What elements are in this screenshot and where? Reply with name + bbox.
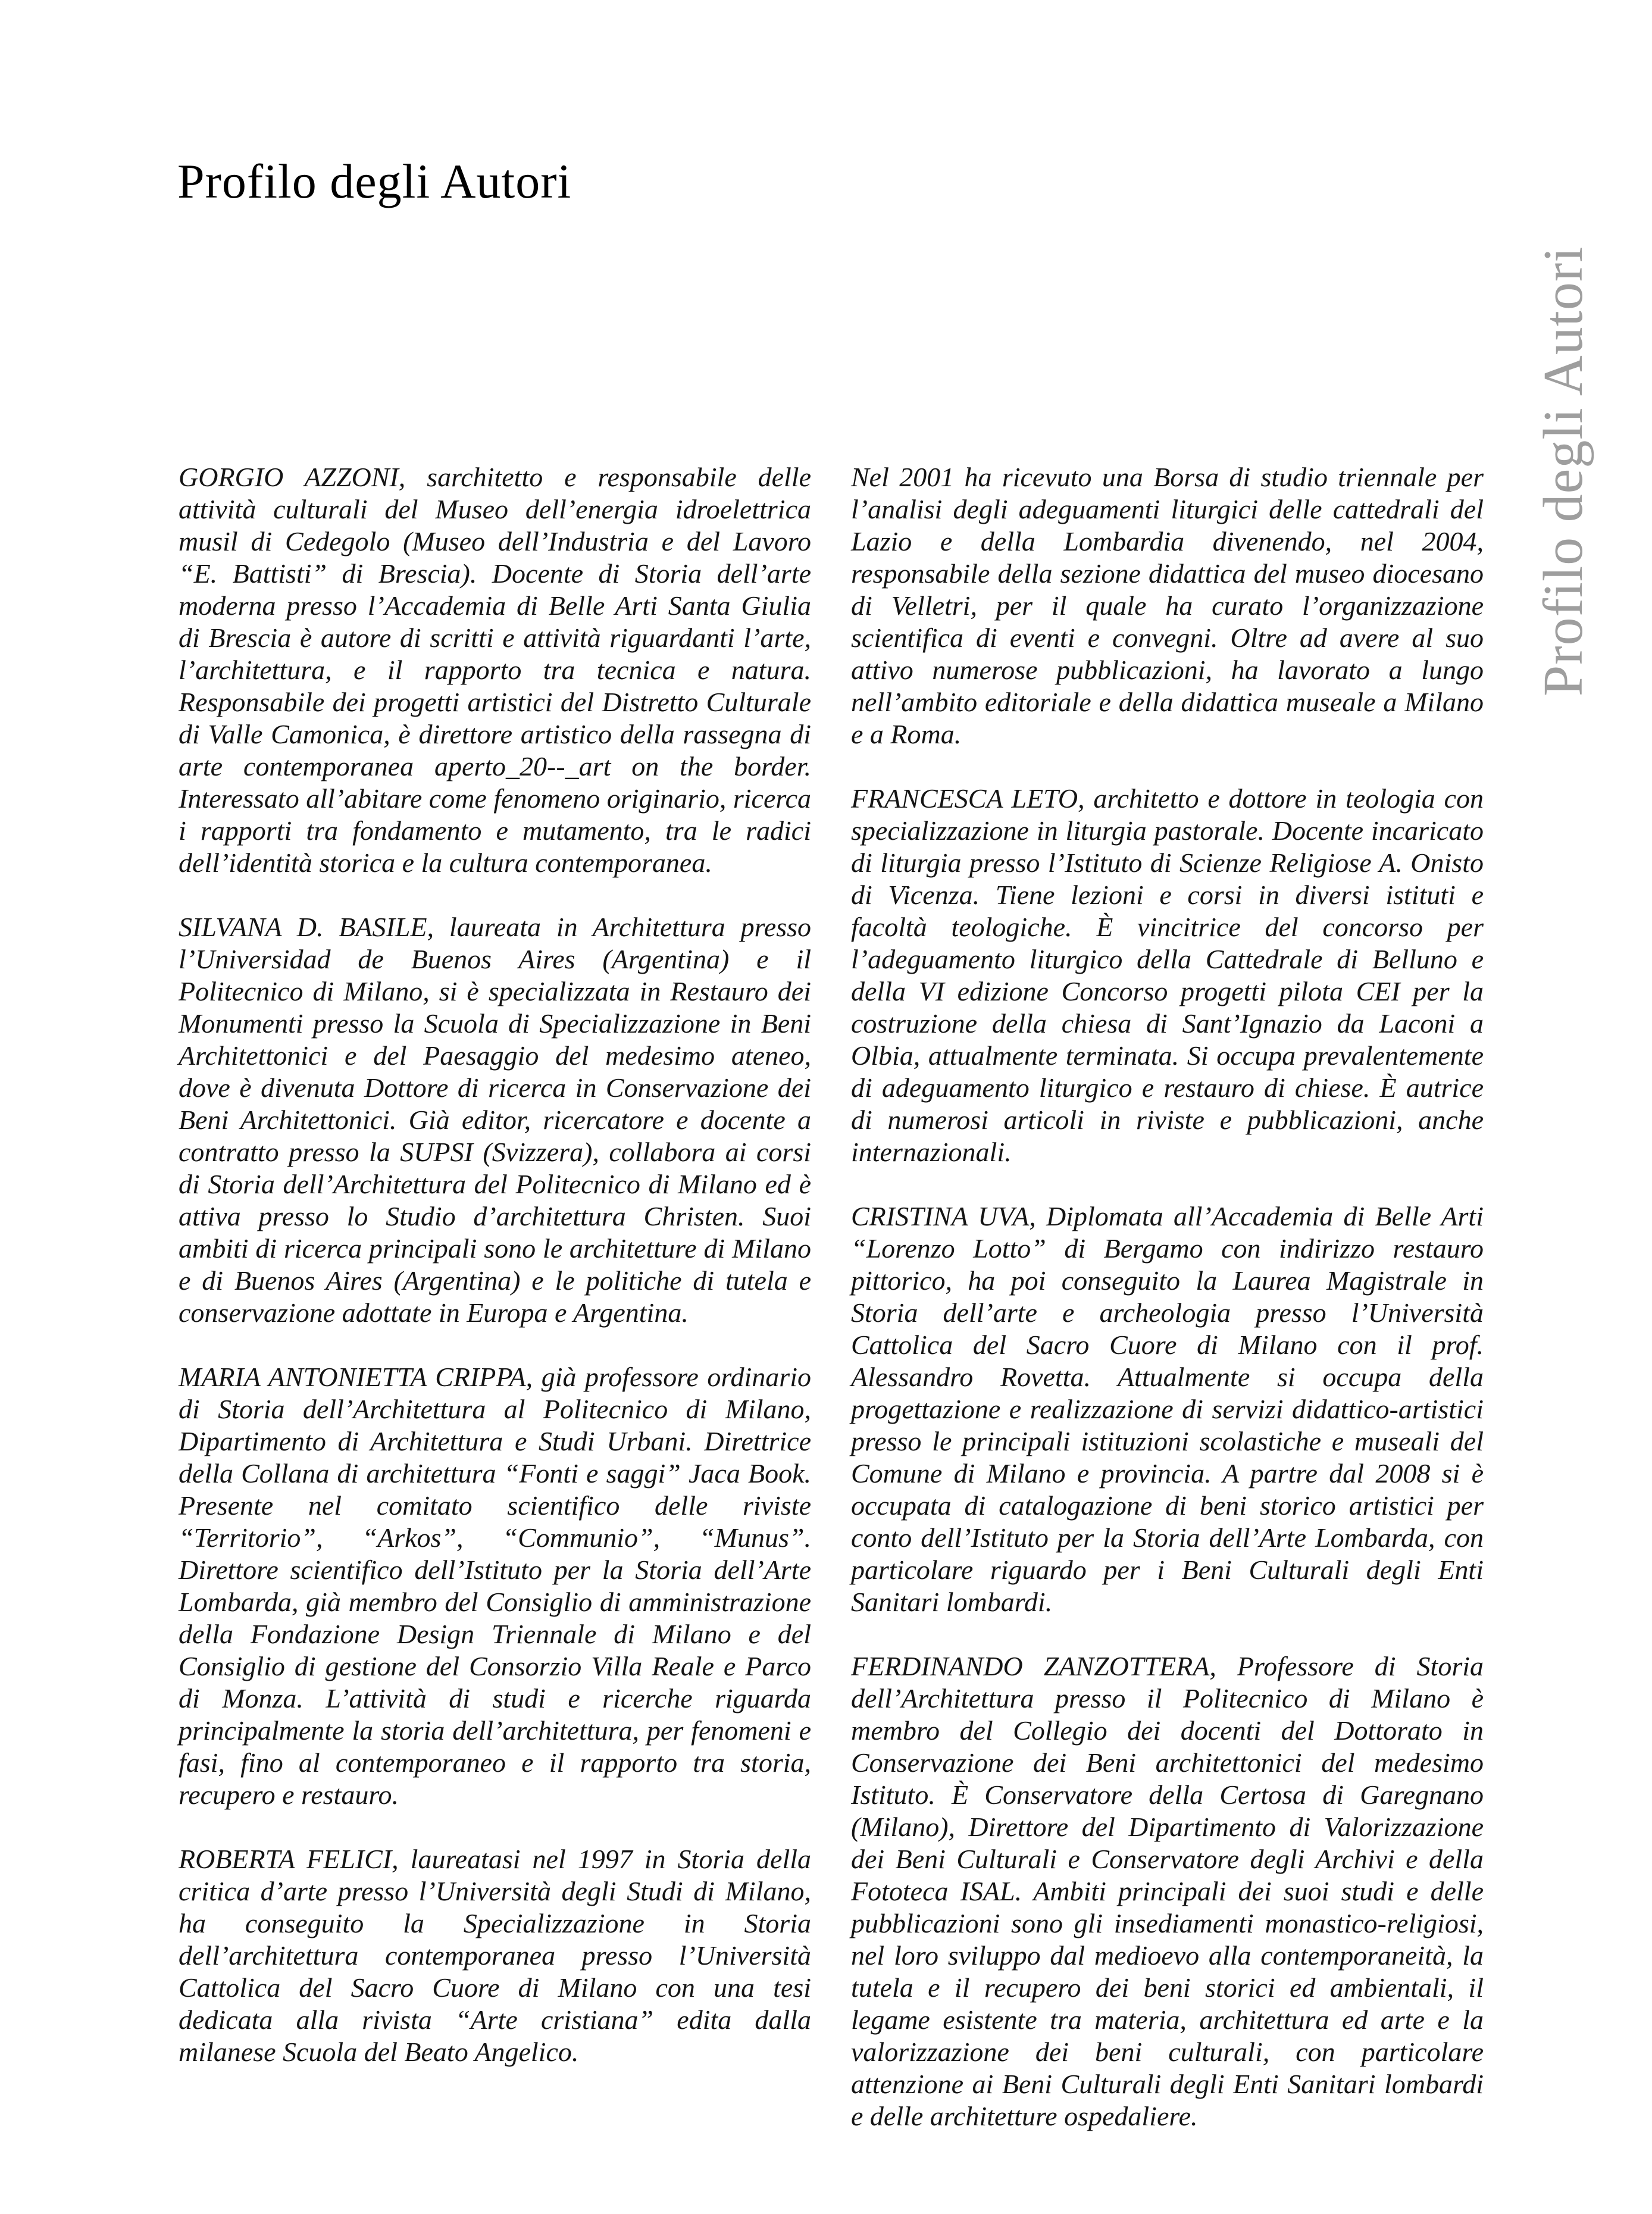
author-bio-leto: FRANCESCA LETO, architetto e dottore in teologia con specializzazione in liturgia pastorale. Docente incaricato di liturgia presso l’Istituto di Scienze Religiose A. Onisto di Vicenza. Tiene lezioni e corsi in diversi istituti e facoltà teologiche. È vincitrice del concorso per l’adeguamento liturgico della Cattedrale di Belluno e della VI edizione Concorso progetti pilota CEI per la costruzione della chiesa di Sant’Ignazio da Laconi a Olbia, attualmente terminata. Si occupa prevalentemente di adeguamento liturgico e restauro di chiese. È autrice di numerosi articoli in riviste e pubblicazioni, anche internazionali.	[851, 783, 1484, 1167]
left-column	[179, 461, 811, 2068]
page-title: Profilo degli Autori	[177, 154, 572, 208]
author-bio-basile: SILVANA D. BASILE, laureata in Architettura presso l’Universidad de Buenos Aires (Argentina) e il Politecnico di Milano, si è specializzata in Restauro dei Monumenti presso la Scuola di Specializzazione in Beni Architettonici e del Paesaggio del medesimo ateneo, dove è divenuta Dottore di ricerca in Conservazione dei Beni Architettonici. Già editor, ricercatore e docente a contratto presso la SUPSI (Svizzera), collabora ai corsi di Storia dell’Architettura del Politecnico di Milano ed è attiva presso lo Studio d’architettura Christen. Suoi ambiti di ricerca principali sono le architetture di Milano e di Buenos Aires (Argentina) e le politiche di tutela e conservazione adottate in Europa e Argentina.	[179, 912, 811, 1328]
author-bio-felici-continuation: Nel 2001 ha ricevuto una Borsa di studio triennale per l’analisi degli adeguamenti liturgici delle cattedrali del Lazio e della Lombardia divenendo, nel 2004, responsabile della sezione didattica del museo diocesano di Velletri, per il quale ha curato l’organizzazione scientifica di eventi e convegni. Oltre ad avere al suo attivo numerose pubblicazioni, ha lavorato a lungo nell’ambito editoriale e della didattica museale a Milano e a Roma.	[851, 462, 1484, 749]
author-bio-felici: ROBERTA FELICI, laureatasi nel 1997 in Storia della critica d’arte presso l’Università degli Studi di Milano, ha conseguito la Specializzazione in Storia dell’architettura contemporanea presso l’Università Cattolica del Sacro Cuore di Milano con una tesi dedicata alla rivista “Arte cristiana” edita dalla milanese Scuola del Beato Angelico.	[179, 1844, 811, 2067]
right-column	[851, 461, 1484, 2132]
author-bio-azzoni: GORGIO AZZONI, sarchitetto e responsabile delle attività culturali del Museo dell’energia idroelettrica musil di Cedegolo (Museo dell’Industria e del Lavoro “E. Battisti” di Brescia). Docente di Storia dell’arte moderna presso l’Accademia di Belle Arti Santa Giulia di Brescia è autore di scritti e attività riguardanti l’arte, l’architettura, e il rapporto tra tecnica e natura. Responsabile dei progetti artistici del Distretto Culturale di Valle Camonica, è direttore artistico della rassegna di arte contemporanea aperto_20--_art on the border. Interessato all’abitare come fenomeno originario, ricerca i rapporti tra fondamento e mutamento, tra le radici dell’identità storica e la cultura contemporanea.	[179, 462, 811, 878]
author-bio-zanzottera: FERDINANDO ZANZOTTERA, Professore di Storia dell’Architettura presso il Politecnico di Milano è membro del Collegio dei docenti del Dottorato in Conservazione dei Beni architettonici del medesimo Istituto. È Conservatore della Certosa di Garegnano (Milano), Direttore del Dipartimento di Valorizzazione dei Beni Culturali e Conservatore degli Archivi e della Fototeca ISAL. Ambiti principali dei suoi studi e delle pubblicazioni sono gli insediamenti monastico-religiosi, nel loro sviluppo dal medioevo alla contemporaneità, la tutela e il recupero dei beni storici ed ambientali, il legame esistente tra materia, architettura ed arte e la valorizzazione dei beni culturali, con particolare attenzione ai Beni Culturali degli Enti Sanitari lombardi e delle architetture ospedaliere.	[851, 1651, 1484, 2131]
margin-tab-label: Profilo degli Autori	[1532, 246, 1594, 696]
author-bio-crippa: MARIA ANTONIETTA CRIPPA, già professore ordinario di Storia dell’Architettura al Politecnico di Milano, Dipartimento di Architettura e Studi Urbani. Direttrice della Collana di architettura “Fonti e saggi” Jaca Book. Presente nel comitato scientifico delle riviste “Territorio”, “Arkos”, “Communio”, “Munus”. Direttore scientifico dell’Istituto per la Storia dell’Arte Lombarda, già membro del Consiglio di amministrazione della Fondazione Design Triennale di Milano e del Consiglio di gestione del Consorzio Villa Reale e Parco di Monza. L’attività di studi e ricerche riguarda principalmente la storia dell’architettura, per fenomeni e fasi, fino al contemporaneo e il rapporto tra storia, recupero e restauro.	[179, 1362, 811, 1810]
author-bio-uva: CRISTINA UVA, Diplomata all’Accademia di Belle Arti “Lorenzo Lotto” di Bergamo con indirizzo restauro pittorico, ha poi conseguito la Laurea Magistrale in Storia dell’arte e archeologia presso l’Università Cattolica del Sacro Cuore di Milano con il prof. Alessandro Rovetta. Attualmente si occupa della progettazione e realizzazione di servizi didattico-artistici presso le principali istituzioni scolastiche e museali del Comune di Milano e provincia. A partre dal 2008 si è occupata di catalogazione di beni storico artistici per conto dell’Istituto per la Storia dell’Arte Lombarda, con particolare riguardo per i Beni Culturali degli Enti Sanitari lombardi.	[851, 1201, 1484, 1617]
